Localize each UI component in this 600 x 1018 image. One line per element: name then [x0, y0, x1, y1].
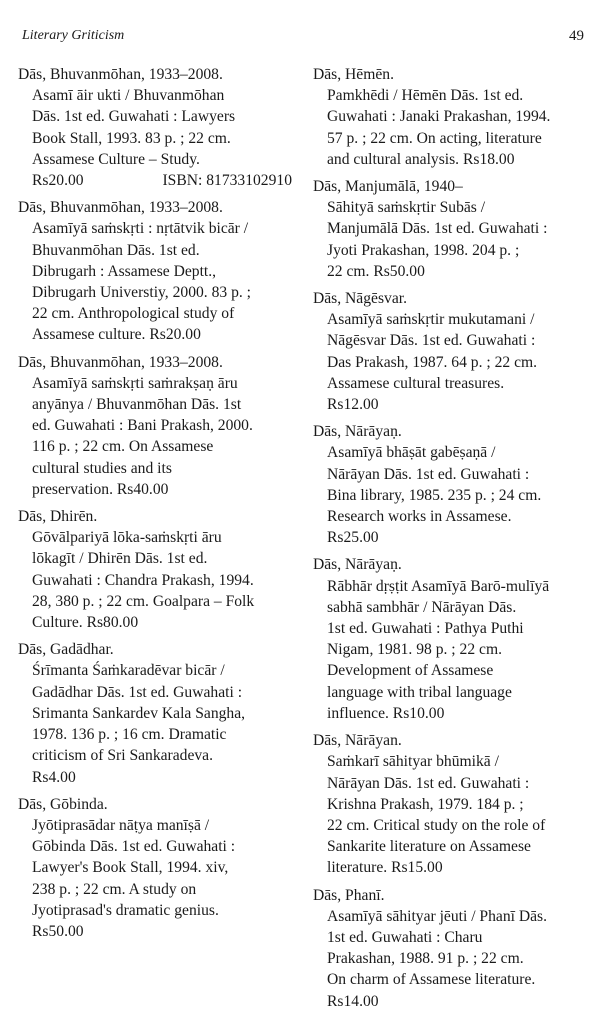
entry-line: Jyoti Prakashan, 1998. 204 p. ; [327, 241, 520, 259]
entry-line: Assamese Culture – Study. [32, 150, 200, 168]
entry-line: Rābhār dṛṣṭit Asamīyā Barō-mulīyā [327, 577, 550, 595]
entry-line: Rs12.00 [327, 396, 379, 414]
entry-line: Gōvālpariyā lōka-saṁskṛti āru [32, 529, 222, 547]
entry-line: Rs4.00 [32, 768, 76, 786]
catalog-entry [313, 288, 593, 415]
entry-line: 22 cm. Rs50.00 [327, 262, 425, 280]
entry-line: Gōbinda Dās. 1st ed. Guwahati : [32, 838, 236, 856]
entry-line: criticism of Sri Sankaradeva. [32, 747, 214, 765]
entry-line: 57 p. ; 22 cm. On acting, literature [327, 129, 542, 147]
entry-line: 1st ed. Guwahati : Pathya Puthi [327, 620, 524, 638]
entry-line: 238 p. ; 22 cm. A study on [32, 880, 197, 898]
catalog-entry [18, 197, 292, 345]
entry-line: Asamīyā saṁskṛti saṁrakṣaṇ āru [32, 374, 238, 392]
entry-line: Nāgēsvar Dās. 1st ed. Guwahati : [327, 332, 536, 350]
entry-line: Lawyer's Book Stall, 1994. xiv, [32, 859, 229, 877]
entry-line: Book Stall, 1993. 83 p. ; 22 cm. [32, 129, 231, 147]
entry-line: 28, 380 p. ; 22 cm. Goalpara – Folk [32, 592, 255, 610]
entry-heading: Dās, Nāgēsvar. [313, 290, 407, 308]
entry-line: influence. Rs10.00 [327, 704, 445, 722]
entry-heading: Dās, Nārāyan. [313, 732, 402, 750]
entry-line: literature. Rs15.00 [327, 859, 443, 877]
entry-heading: Dās, Manjumālā, 1940– [313, 178, 463, 196]
entry-line: anyānya / Bhuvanmōhan Dās. 1st [32, 396, 242, 414]
entry-line: Asamīyā saṁskṛti : nṛtātvik bicār / [32, 220, 249, 238]
entry-line: Asamīyā bhāṣāt gabēṣaṇā / [327, 444, 496, 462]
catalog-entry [313, 421, 593, 548]
entry-line: Asamī āir ukti / Bhuvanmōhan [32, 87, 225, 105]
entry-line: Guwahati : Janaki Prakashan, 1994. [327, 108, 551, 126]
entry-line: Saṁkarī sāhityar bhūmikā / [327, 753, 499, 771]
entry-line: 22 cm. Anthropological study of [32, 305, 235, 323]
entry-line: and cultural analysis. Rs18.00 [327, 150, 515, 168]
catalog-entry [313, 885, 593, 1012]
entry-line: Pamkhēdi / Hēmēn Dās. 1st ed. [327, 87, 524, 105]
entry-line: Gadādhar Dās. 1st ed. Guwahati : [32, 683, 243, 701]
entry-line: Bhuvanmōhan Dās. 1st ed. [32, 241, 200, 259]
left-column [18, 64, 292, 948]
entry-line: Culture. Rs80.00 [32, 614, 139, 632]
entry-line: Krishna Prakash, 1979. 184 p. ; [327, 795, 524, 813]
entry-line: Sāhityā saṁskṛtir Subās / [327, 199, 486, 217]
entry-line: ed. Guwahati : Bani Prakash, 2000. [32, 417, 253, 435]
entry-heading: Dās, Nārāyaṇ. [313, 423, 402, 441]
entry-line: Research works in Assamese. [327, 508, 512, 526]
entry-heading: Dās, Bhuvanmōhan, 1933–2008. [18, 199, 223, 217]
entry-price-line [18, 170, 292, 191]
entry-heading: Dās, Nārāyaṇ. [313, 556, 402, 574]
entry-heading: Dās, Dhirēn. [18, 508, 98, 526]
entry-line: Nārāyan Dās. 1st ed. Guwahati : [327, 774, 530, 792]
entry-line: Dibrugarh Universtiy, 2000. 83 p. ; [32, 284, 252, 302]
entry-line: Asamīyā saṁskṛtir mukutamani / [327, 311, 535, 329]
entry-line: 1st ed. Guwahati : Charu [327, 928, 483, 946]
entry-line: cultural studies and its [32, 459, 172, 477]
entry-line: Dibrugarh : Assamese Deptt., [32, 262, 217, 280]
entry-line: Bina library, 1985. 235 p. ; 24 cm. [327, 486, 542, 504]
entry-heading: Dās, Hēmēn. [313, 66, 394, 83]
entry-line: 22 cm. Critical study on the role of [327, 816, 546, 834]
entry-price: Rs20.00 [32, 172, 84, 190]
entry-line: Nārāyan Dās. 1st ed. Guwahati : [327, 465, 530, 483]
entry-isbn: ISBN: 81733102910 [162, 172, 292, 190]
catalog-entry [18, 506, 292, 633]
entry-line: Sankarite literature on Assamese [327, 838, 531, 856]
catalog-entry [313, 554, 593, 724]
entry-line: Dās. 1st ed. Guwahati : Lawyers [32, 108, 236, 126]
entry-line: Rs14.00 [327, 992, 379, 1010]
page-number: 49 [569, 28, 584, 44]
entry-line: language with tribal language [327, 683, 512, 701]
entry-heading: Dās, Gōbinda. [18, 795, 108, 813]
catalog-entry [18, 64, 292, 191]
running-head-title: Literary Griticism [22, 28, 125, 43]
entry-line: Rs25.00 [327, 529, 379, 547]
entry-line: Assamese cultural treasures. [327, 374, 505, 392]
catalog-entry [313, 64, 593, 170]
entry-line: Jyōtiprasādar nāṭya manīṣā / [32, 816, 210, 834]
entry-line: lōkagīt / Dhirēn Dās. 1st ed. [32, 550, 208, 568]
entry-line: Nigam, 1981. 98 p. ; 22 cm. [327, 641, 502, 659]
entry-line: Assamese culture. Rs20.00 [32, 326, 201, 344]
catalog-entry [18, 352, 292, 500]
entry-line: Asamīyā sāhityar jēuti / Phanī Dās. [327, 907, 548, 925]
entry-line: Jyotiprasad's dramatic genius. [32, 901, 219, 919]
entry-line: sabhā sambhār / Nārāyan Dās. [327, 598, 517, 616]
entry-line: Rs50.00 [32, 922, 84, 940]
entry-line: preservation. Rs40.00 [32, 480, 169, 498]
entry-heading: Dās, Bhuvanmōhan, 1933–2008. [18, 353, 223, 371]
catalog-entry [18, 639, 292, 787]
entry-line: Guwahati : Chandra Prakash, 1994. [32, 571, 254, 589]
entry-line: Srimanta Sankardev Kala Sangha, [32, 704, 246, 722]
catalog-entry [313, 730, 593, 878]
entry-line: Development of Assamese [327, 662, 494, 680]
catalog-entry [313, 176, 593, 282]
entry-line: 116 p. ; 22 cm. On Assamese [32, 438, 214, 456]
entry-heading: Dās, Gadādhar. [18, 641, 114, 659]
entry-line: Manjumālā Dās. 1st ed. Guwahati : [327, 220, 548, 238]
entry-line: On charm of Assamese literature. [327, 971, 536, 989]
entry-heading: Dās, Bhuvanmōhan, 1933–2008. [18, 66, 223, 83]
entry-line: 1978. 136 p. ; 16 cm. Dramatic [32, 726, 227, 744]
entry-line: Śrīmanta Śaṁkaradēvar bicār / [32, 662, 225, 680]
right-column [313, 64, 593, 1018]
catalog-entry [18, 794, 292, 942]
entry-heading: Dās, Phanī. [313, 886, 385, 904]
entry-line: Prakashan, 1988. 91 p. ; 22 cm. [327, 950, 524, 968]
entry-line: Das Prakash, 1987. 64 p. ; 22 cm. [327, 353, 538, 371]
